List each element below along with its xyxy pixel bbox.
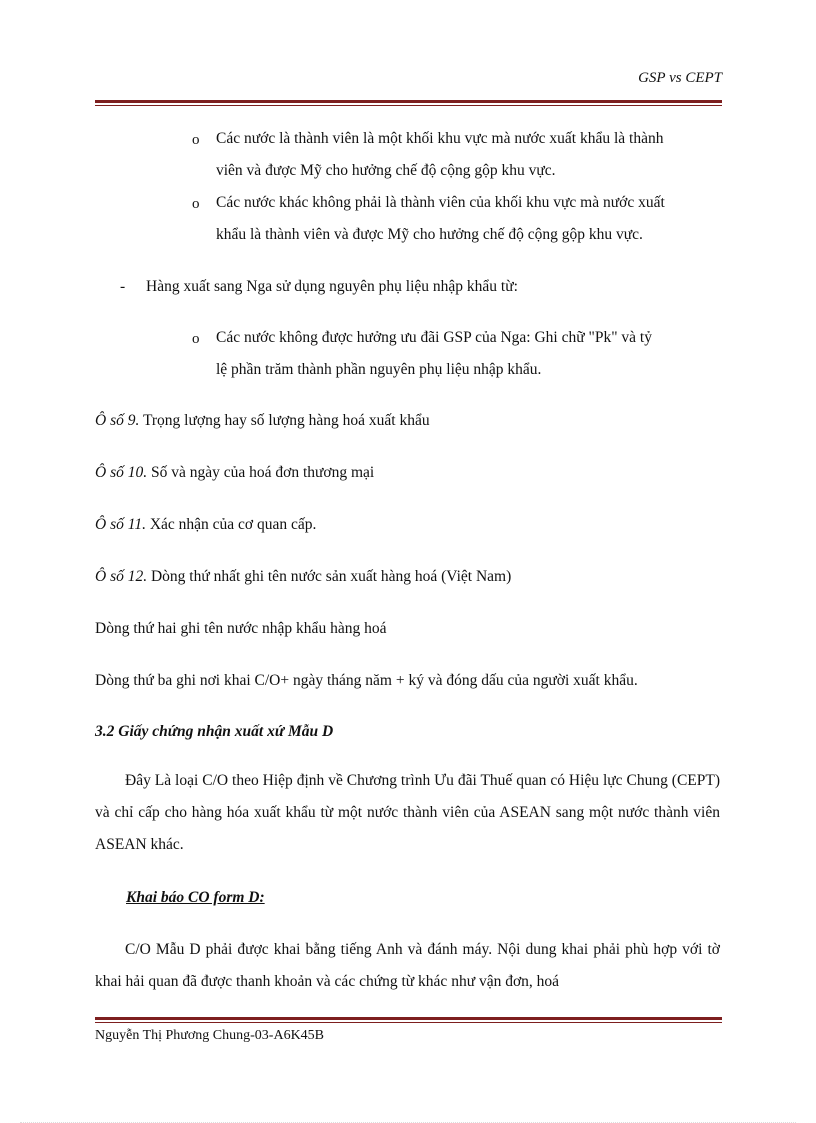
dash-marker: - xyxy=(120,278,126,295)
footer-rule xyxy=(95,1017,722,1024)
box-text: Số và ngày của hoá đơn thương mại xyxy=(147,464,375,481)
bullet-marker: o xyxy=(192,132,200,148)
box-12-line xyxy=(95,561,511,593)
box-text: Trọng lượng hay số lượng hàng hoá xuất khẩu xyxy=(139,412,430,429)
box-11-line xyxy=(95,509,316,541)
box-10-line xyxy=(95,457,374,489)
bullet-text-line: Các nước khác không phải là thành viên của khối khu vực mà nước xuất xyxy=(216,194,665,211)
line-second-row: Dòng thứ hai ghi tên nước nhập khẩu hàng hoá xyxy=(95,620,387,637)
section-subheading: Khai báo CO form D: xyxy=(126,889,265,906)
bullet-text-line: Các nước không được hưởng ưu đãi GSP của Nga: Ghi chữ "Pk" và tỷ xyxy=(216,329,652,346)
section-heading: 3.2 Giấy chứng nhận xuất xứ Mẫu D xyxy=(95,723,334,740)
box-9-line xyxy=(95,405,430,437)
section-paragraph-2: C/O Mẫu D phải được khai bằng tiếng Anh và đánh máy. Nội dung khai phải phù hợp với tờ khai hải quan đã được thanh khoản và các chứng từ khác như vận đơn, hoá xyxy=(95,941,720,990)
bullet-text-line: lệ phần trăm thành phần nguyên phụ liệu nhập khẩu. xyxy=(216,361,542,378)
bullet-marker: o xyxy=(192,331,200,347)
box-label: Ô số 9. xyxy=(95,412,140,429)
header-rule xyxy=(95,100,722,107)
line-third-row: Dòng thứ ba ghi nơi khai C/O+ ngày tháng năm + ký và đóng dấu của người xuất khẩu. xyxy=(95,672,638,689)
box-label: Ô số 10. xyxy=(95,464,148,481)
bullet-marker: o xyxy=(192,196,200,212)
box-label: Ô số 11. xyxy=(95,516,146,533)
bullet-text-line: khẩu là thành viên và được Mỹ cho hưởng chế độ cộng gộp khu vực. xyxy=(216,226,643,243)
box-text: Dòng thứ nhất ghi tên nước sản xuất hàng hoá (Việt Nam) xyxy=(147,568,512,585)
bullet-text-line: Các nước là thành viên là một khối khu vực mà nước xuất khẩu là thành xyxy=(216,130,664,147)
bullet-text-line: viên và được Mỹ cho hưởng chế độ cộng gộp khu vực. xyxy=(216,162,556,179)
section-paragraph-1: Đây Là loại C/O theo Hiệp định về Chương trình Ưu đãi Thuế quan có Hiệu lực Chung (CEPT) và chỉ cấp cho hàng hóa xuất khẩu từ một nước thành viên của ASEAN sang một nước thành viên ASEAN khác. xyxy=(95,772,720,853)
header-title: GSP vs CEPT xyxy=(638,70,722,86)
footer-author: Nguyễn Thị Phương Chung-03-A6K45B xyxy=(95,1028,325,1043)
box-text: Xác nhận của cơ quan cấp. xyxy=(145,516,317,533)
dash-item-text: Hàng xuất sang Nga sử dụng nguyên phụ liệu nhập khẩu từ: xyxy=(146,278,518,295)
box-label: Ô số 12. xyxy=(95,568,148,585)
